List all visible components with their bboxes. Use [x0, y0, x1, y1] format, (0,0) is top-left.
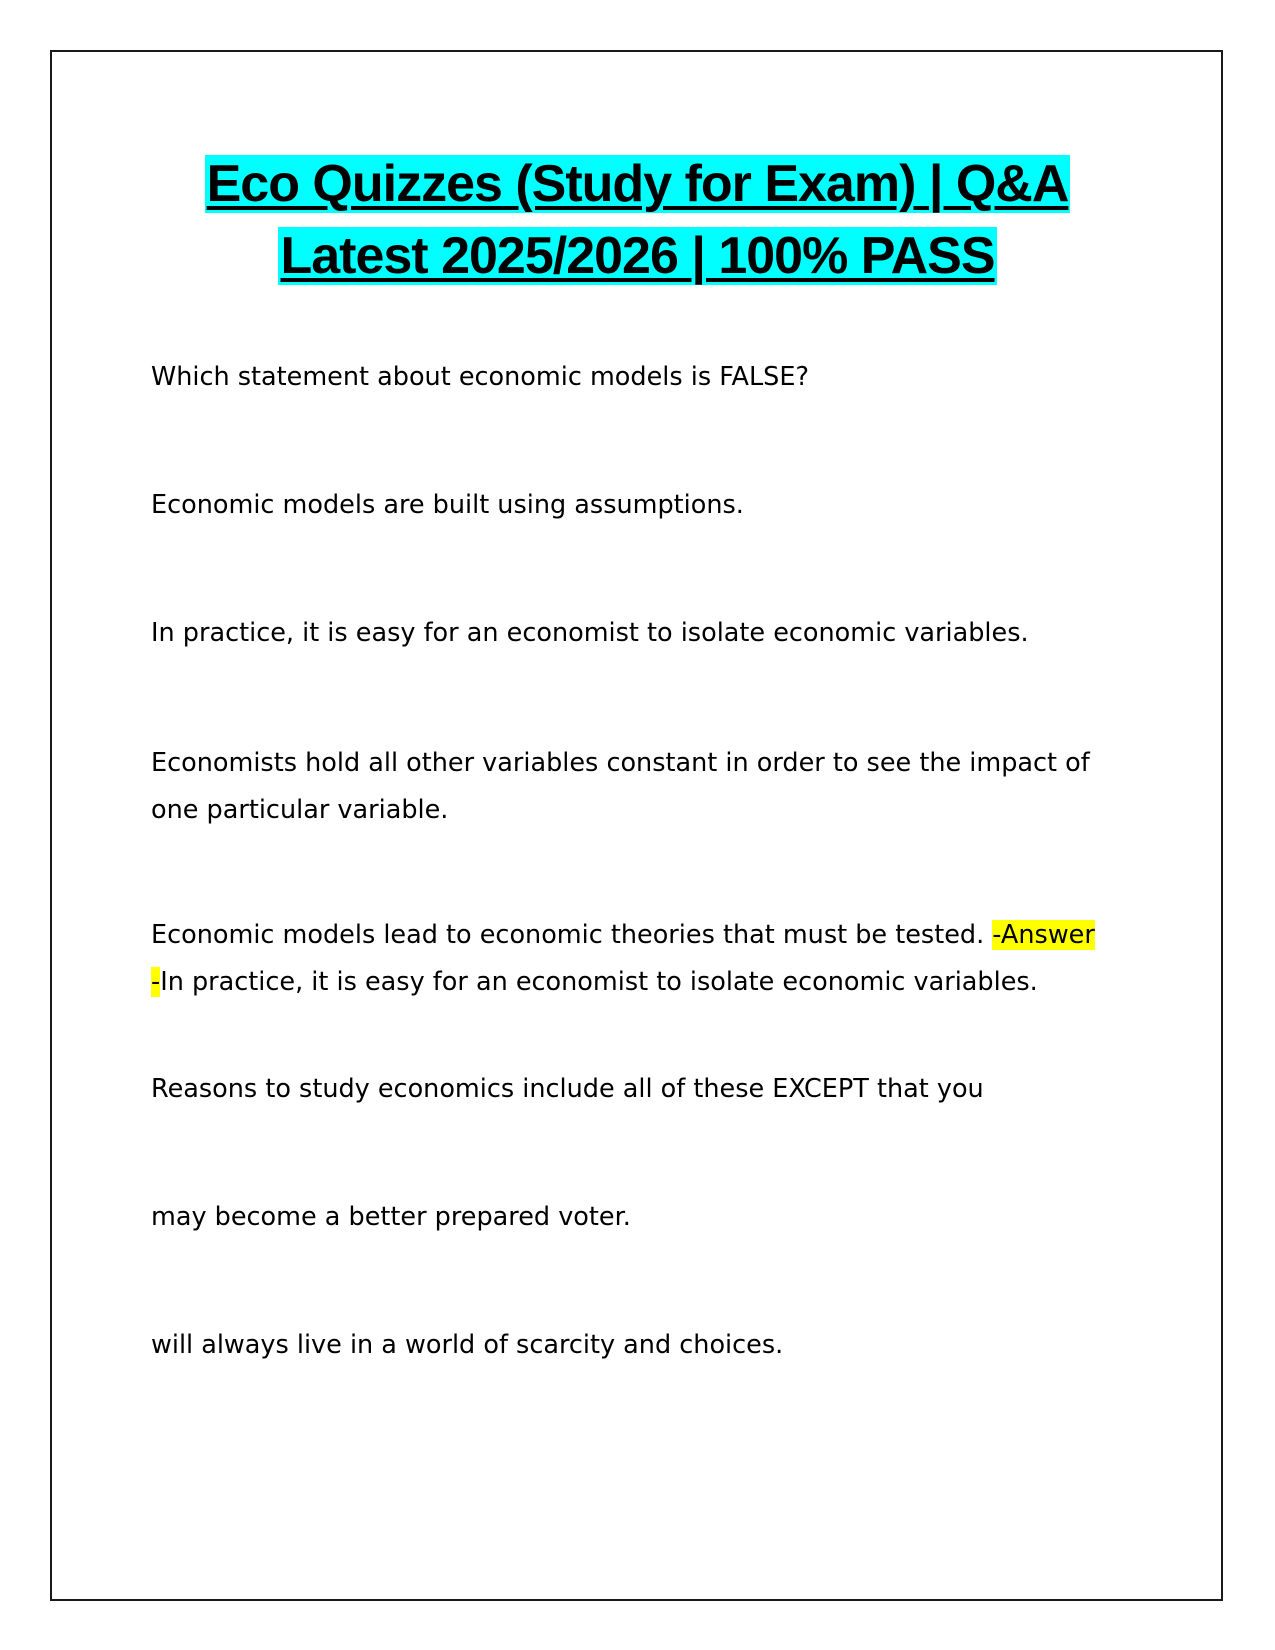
question-1: Which statement about economic models is FALSE? — [151, 362, 810, 392]
q1-option-1: Economic models are built using assumptions. — [151, 490, 744, 520]
document-title — [60, 148, 1215, 292]
q1-option-4-with-answer — [151, 912, 1111, 1006]
question-2: Reasons to study economics include all of these EXCEPT that you — [151, 1074, 984, 1104]
q2-option-2: will always live in a world of scarcity and choices. — [151, 1330, 784, 1360]
q1-option-4-text: Economic models lead to economic theories that must be tested. — [151, 920, 993, 950]
answer-marker: -Answer - — [151, 920, 1095, 997]
title-line-2: Latest 2025/2026 | 100% PASS — [280, 227, 995, 285]
q1-option-2: In practice, it is easy for an economist to isolate economic variables. — [151, 618, 1029, 648]
q1-answer-text: In practice, it is easy for an economist to isolate economic variables. — [160, 967, 1038, 997]
title-line-1: Eco Quizzes (Study for Exam) | Q&A — [206, 155, 1069, 213]
q1-option-3: Economists hold all other variables constant in order to see the impact of one particular variable. — [151, 748, 1090, 825]
q2-option-1: may become a better prepared voter. — [151, 1202, 631, 1232]
